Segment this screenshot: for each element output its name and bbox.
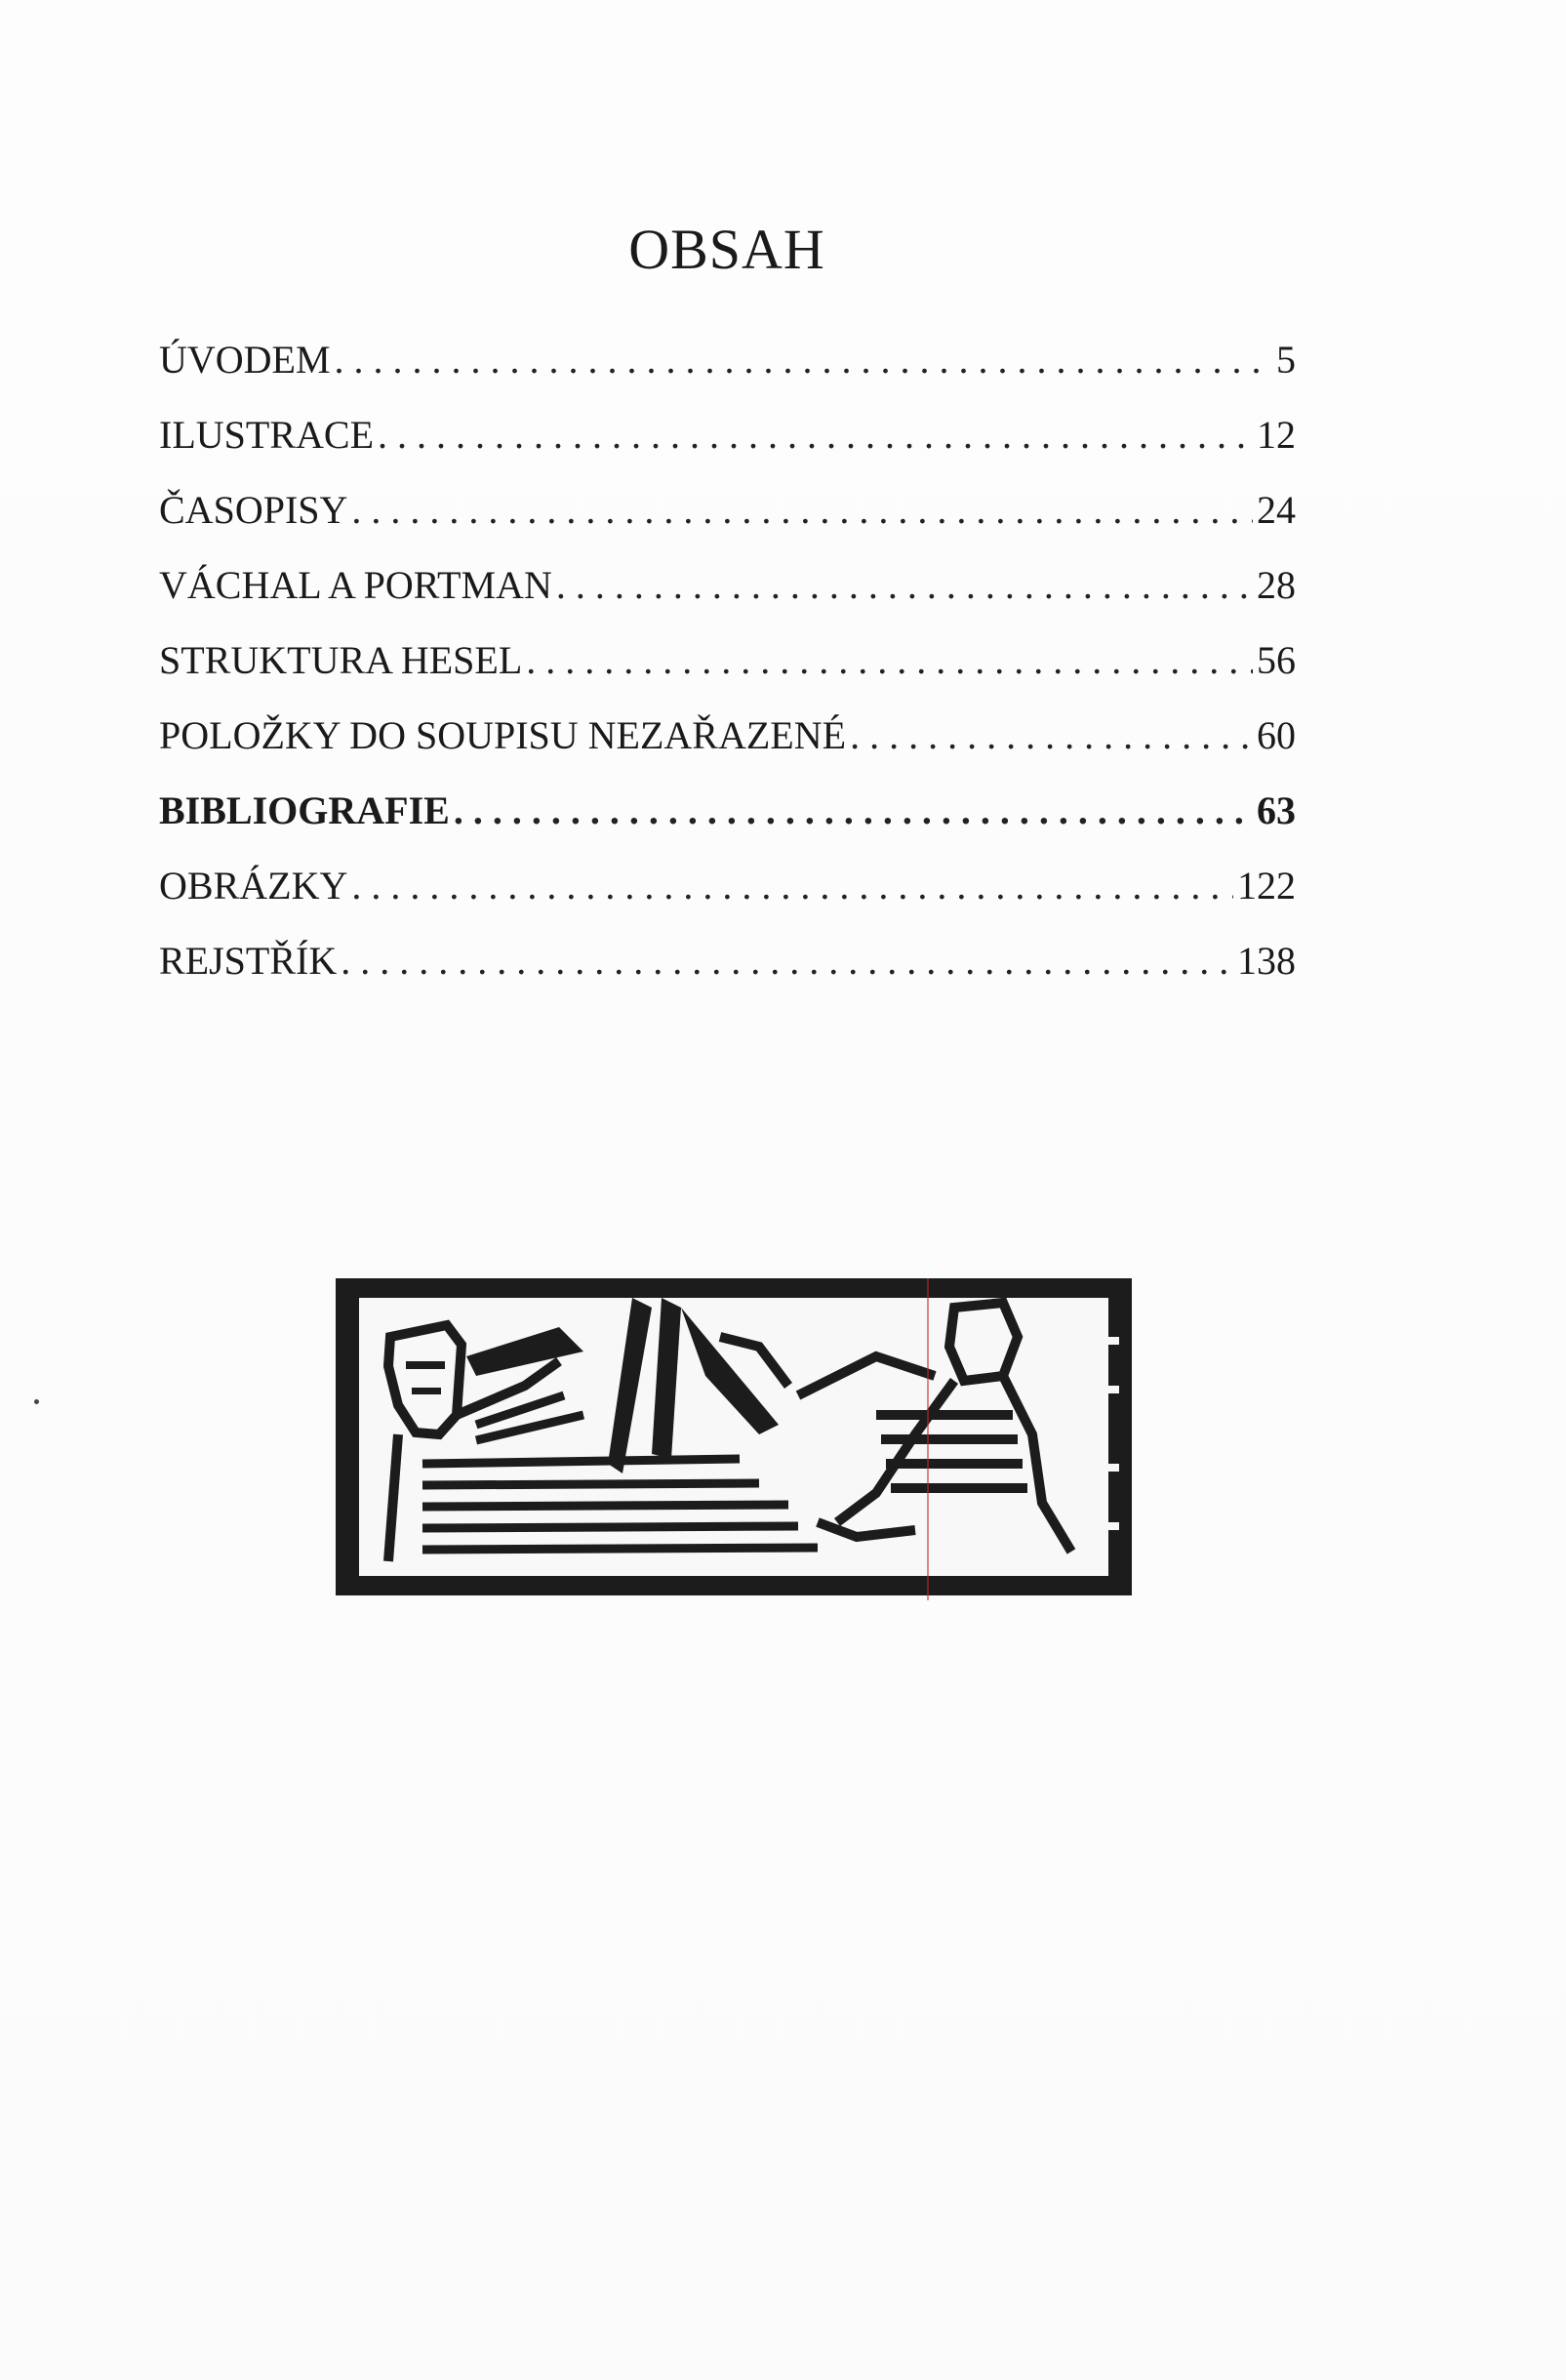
toc-entry-page: 28 — [1257, 563, 1296, 607]
toc-leader-dots — [335, 337, 1272, 383]
toc-entry-page: 24 — [1257, 488, 1296, 532]
woodcut-illustration — [330, 1269, 1140, 1605]
toc-leader-dots — [378, 412, 1253, 458]
toc-leader-dots — [341, 938, 1233, 984]
toc-entry-page: 122 — [1237, 864, 1296, 908]
page-title: OBSAH — [628, 218, 825, 281]
toc-leader-dots — [526, 637, 1253, 683]
toc-leader-dots — [556, 562, 1253, 608]
toc-entry-label: STRUKTURA HESEL — [159, 638, 523, 682]
toc-entry-vachal-a-portman — [159, 562, 1296, 637]
toc-leader-dots — [351, 863, 1233, 908]
toc-entry-page: 138 — [1237, 939, 1296, 983]
toc-entry-label: POLOŽKY DO SOUPISU NEZAŘAZENÉ — [159, 713, 847, 757]
toc-entry-page: 12 — [1257, 413, 1296, 457]
red-bleed-mark — [927, 1278, 929, 1600]
toc-entry-casopisy — [159, 487, 1296, 562]
toc-entry-page: 56 — [1257, 638, 1296, 682]
paper-speck — [34, 1399, 39, 1404]
table-of-contents — [159, 337, 1296, 1013]
toc-entry-label: ČASOPISY — [159, 488, 348, 532]
toc-entry-label: OBRÁZKY — [159, 864, 348, 908]
toc-entry-label: ILUSTRACE — [159, 413, 374, 457]
toc-leader-dots — [850, 712, 1253, 758]
toc-leader-dots — [351, 487, 1253, 533]
toc-leader-dots — [454, 787, 1253, 833]
toc-entry-label: BIBLIOGRAFIE — [159, 788, 450, 832]
toc-entry-ilustrace — [159, 412, 1296, 487]
toc-entry-label: ÚVODEM — [159, 338, 331, 382]
toc-entry-uvodem — [159, 337, 1296, 412]
toc-entry-rejstrik — [159, 938, 1296, 1013]
toc-entry-label: VÁCHAL A PORTMAN — [159, 563, 552, 607]
toc-entry-bibliografie — [159, 787, 1296, 863]
toc-entry-page: 5 — [1276, 338, 1296, 382]
toc-entry-polozky — [159, 712, 1296, 787]
toc-entry-page: 63 — [1257, 788, 1296, 832]
toc-entry-page: 60 — [1257, 713, 1296, 757]
toc-entry-obrazky — [159, 863, 1296, 938]
toc-entry-struktura-hesel — [159, 637, 1296, 712]
toc-entry-label: REJSTŘÍK — [159, 939, 338, 983]
